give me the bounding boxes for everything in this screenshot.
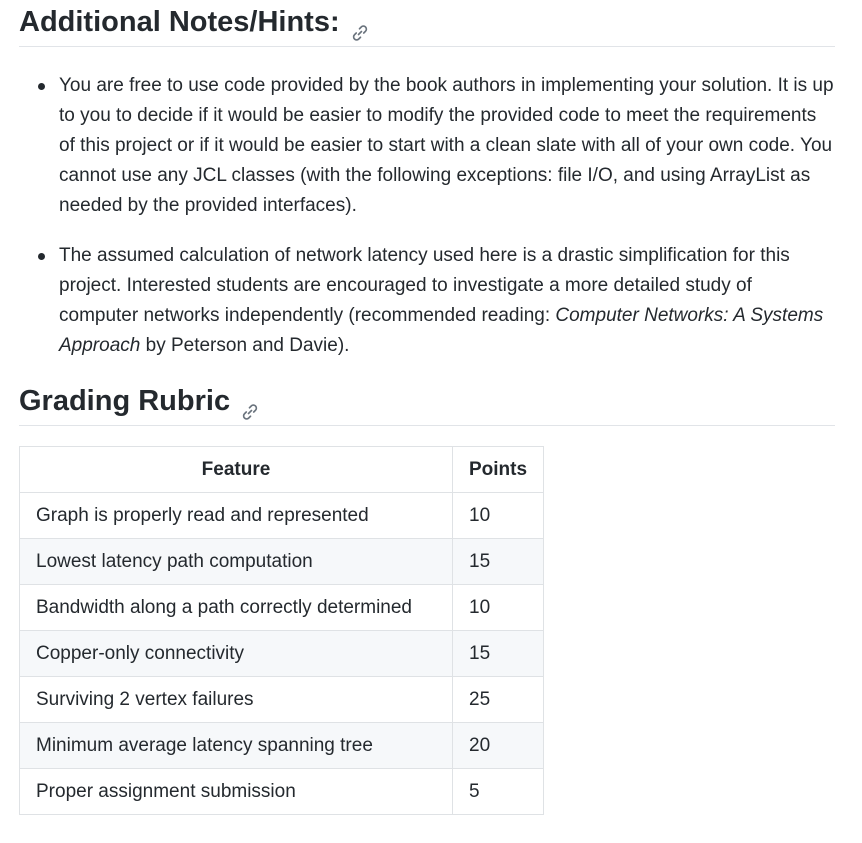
rubric-heading-text: Grading Rubric	[19, 385, 231, 417]
feature-column-header: Feature	[20, 447, 453, 493]
note-text: You are free to use code provided by the book authors in implementing your solution. It is up to you to decide if it would be easier to modify the provided code to meet the requirements of this project or if it would be easier to start with a clean slate with all of your own code. You cannot use any JCL classes (with the following exceptions: file I/O, and using ArrayList as needed by the provided interfaces).	[59, 75, 834, 216]
document-page	[19, 0, 835, 815]
table-row	[20, 539, 544, 585]
points-cell: 20	[453, 723, 544, 769]
book-title: Computer Networks: A Systems Approach	[59, 305, 824, 356]
table-row	[20, 493, 544, 539]
feature-cell: Minimum average latency spanning tree	[20, 723, 453, 769]
feature-cell: Lowest latency path computation	[20, 539, 453, 585]
table-row	[20, 723, 544, 769]
table-row	[20, 631, 544, 677]
table-row	[20, 769, 544, 815]
link-icon[interactable]	[350, 14, 370, 34]
feature-cell: Proper assignment submission	[20, 769, 453, 815]
note-text-after: by Peterson and Davie).	[140, 335, 350, 356]
list-item	[59, 241, 835, 361]
points-column-header: Points	[453, 447, 544, 493]
table-row	[20, 585, 544, 631]
feature-cell: Copper-only connectivity	[20, 631, 453, 677]
note-text-before: The assumed calculation of network latency used here is a drastic simplification for this project. Interested students are encouraged to investigate a more detailed study of computer networks independently (recommended reading:	[59, 245, 790, 326]
points-cell: 15	[453, 539, 544, 585]
points-cell: 25	[453, 677, 544, 723]
notes-heading-text: Additional Notes/Hints:	[19, 6, 340, 38]
list-item	[59, 71, 835, 221]
points-cell: 5	[453, 769, 544, 815]
points-cell: 15	[453, 631, 544, 677]
feature-cell: Surviving 2 vertex failures	[20, 677, 453, 723]
link-icon[interactable]	[240, 393, 260, 413]
bullet-icon	[38, 83, 45, 90]
rubric-table	[19, 446, 544, 815]
notes-list	[19, 71, 835, 361]
feature-cell: Bandwidth along a path correctly determined	[20, 585, 453, 631]
bullet-icon	[38, 253, 45, 260]
points-cell: 10	[453, 493, 544, 539]
rubric-heading	[19, 381, 835, 426]
notes-heading	[19, 2, 835, 47]
table-header-row	[20, 447, 544, 493]
table-row	[20, 677, 544, 723]
feature-cell: Graph is properly read and represented	[20, 493, 453, 539]
points-cell: 10	[453, 585, 544, 631]
